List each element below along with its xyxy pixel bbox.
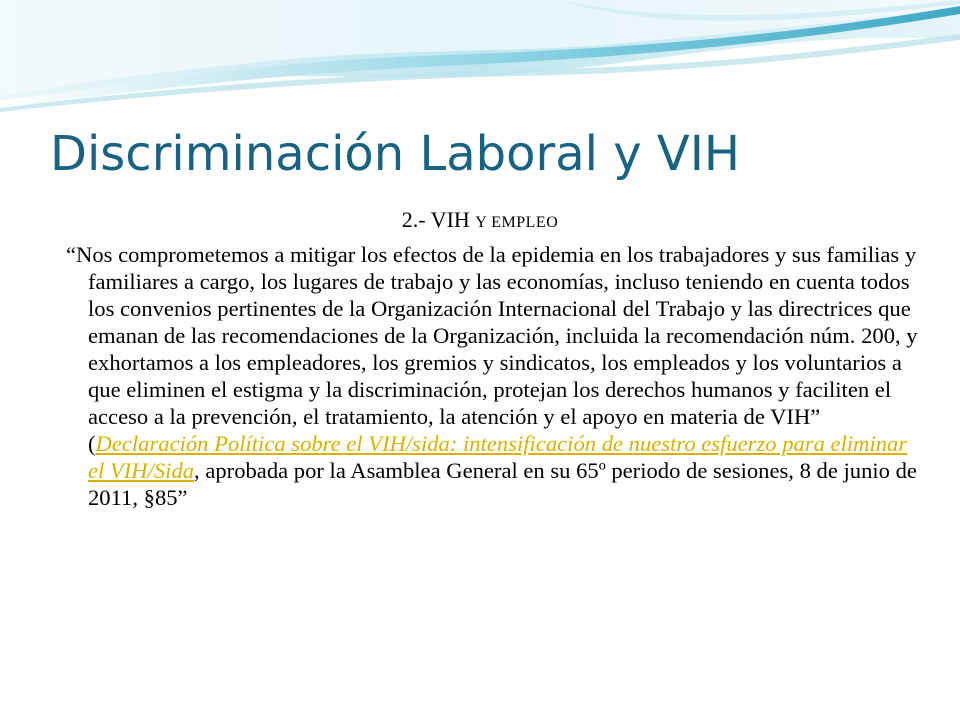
section-subtitle <box>0 207 960 233</box>
quote-open-mark: “ <box>66 242 77 267</box>
header-wave-decoration <box>0 0 960 120</box>
quote-paragraph <box>66 241 918 511</box>
subtitle-prefix: 2.- VIH <box>401 207 476 232</box>
slide-title: Discriminación Laboral y VIH <box>50 126 740 182</box>
declaration-link[interactable]: Declaración Política sobre el VIH/sida: intensificación de nuestro esfuerzo para eliminar el VIH/Sida <box>88 431 908 483</box>
quote-body-text: Nos comprometemos a mitigar los efectos de la epidemia en los trabajadores y sus familias y familiares a cargo, los lugares de trabajo y las economías, incluso teniendo en cuenta todos los convenios pertinentes de la Organización Internacional del Trabajo y las directrices que emanan de las recomendaciones de la Organización, incluida la recomendación núm. 200, y exhortamos a los empleadores, los gremios y sindicatos, los empleados y los voluntarios a que eliminen el estigma y la discriminación, protejan los derechos humanos y faciliten el acceso a la prevención, el tratamiento, la atención y el apoyo en materia de VIH” ( <box>76 242 918 456</box>
subtitle-smallcaps: Y EMPLEO <box>475 214 559 231</box>
quote-tail-text: , aprobada por la Asamblea General en su 65º periodo de sesiones, 8 de junio de 2011, §85” <box>88 458 917 510</box>
